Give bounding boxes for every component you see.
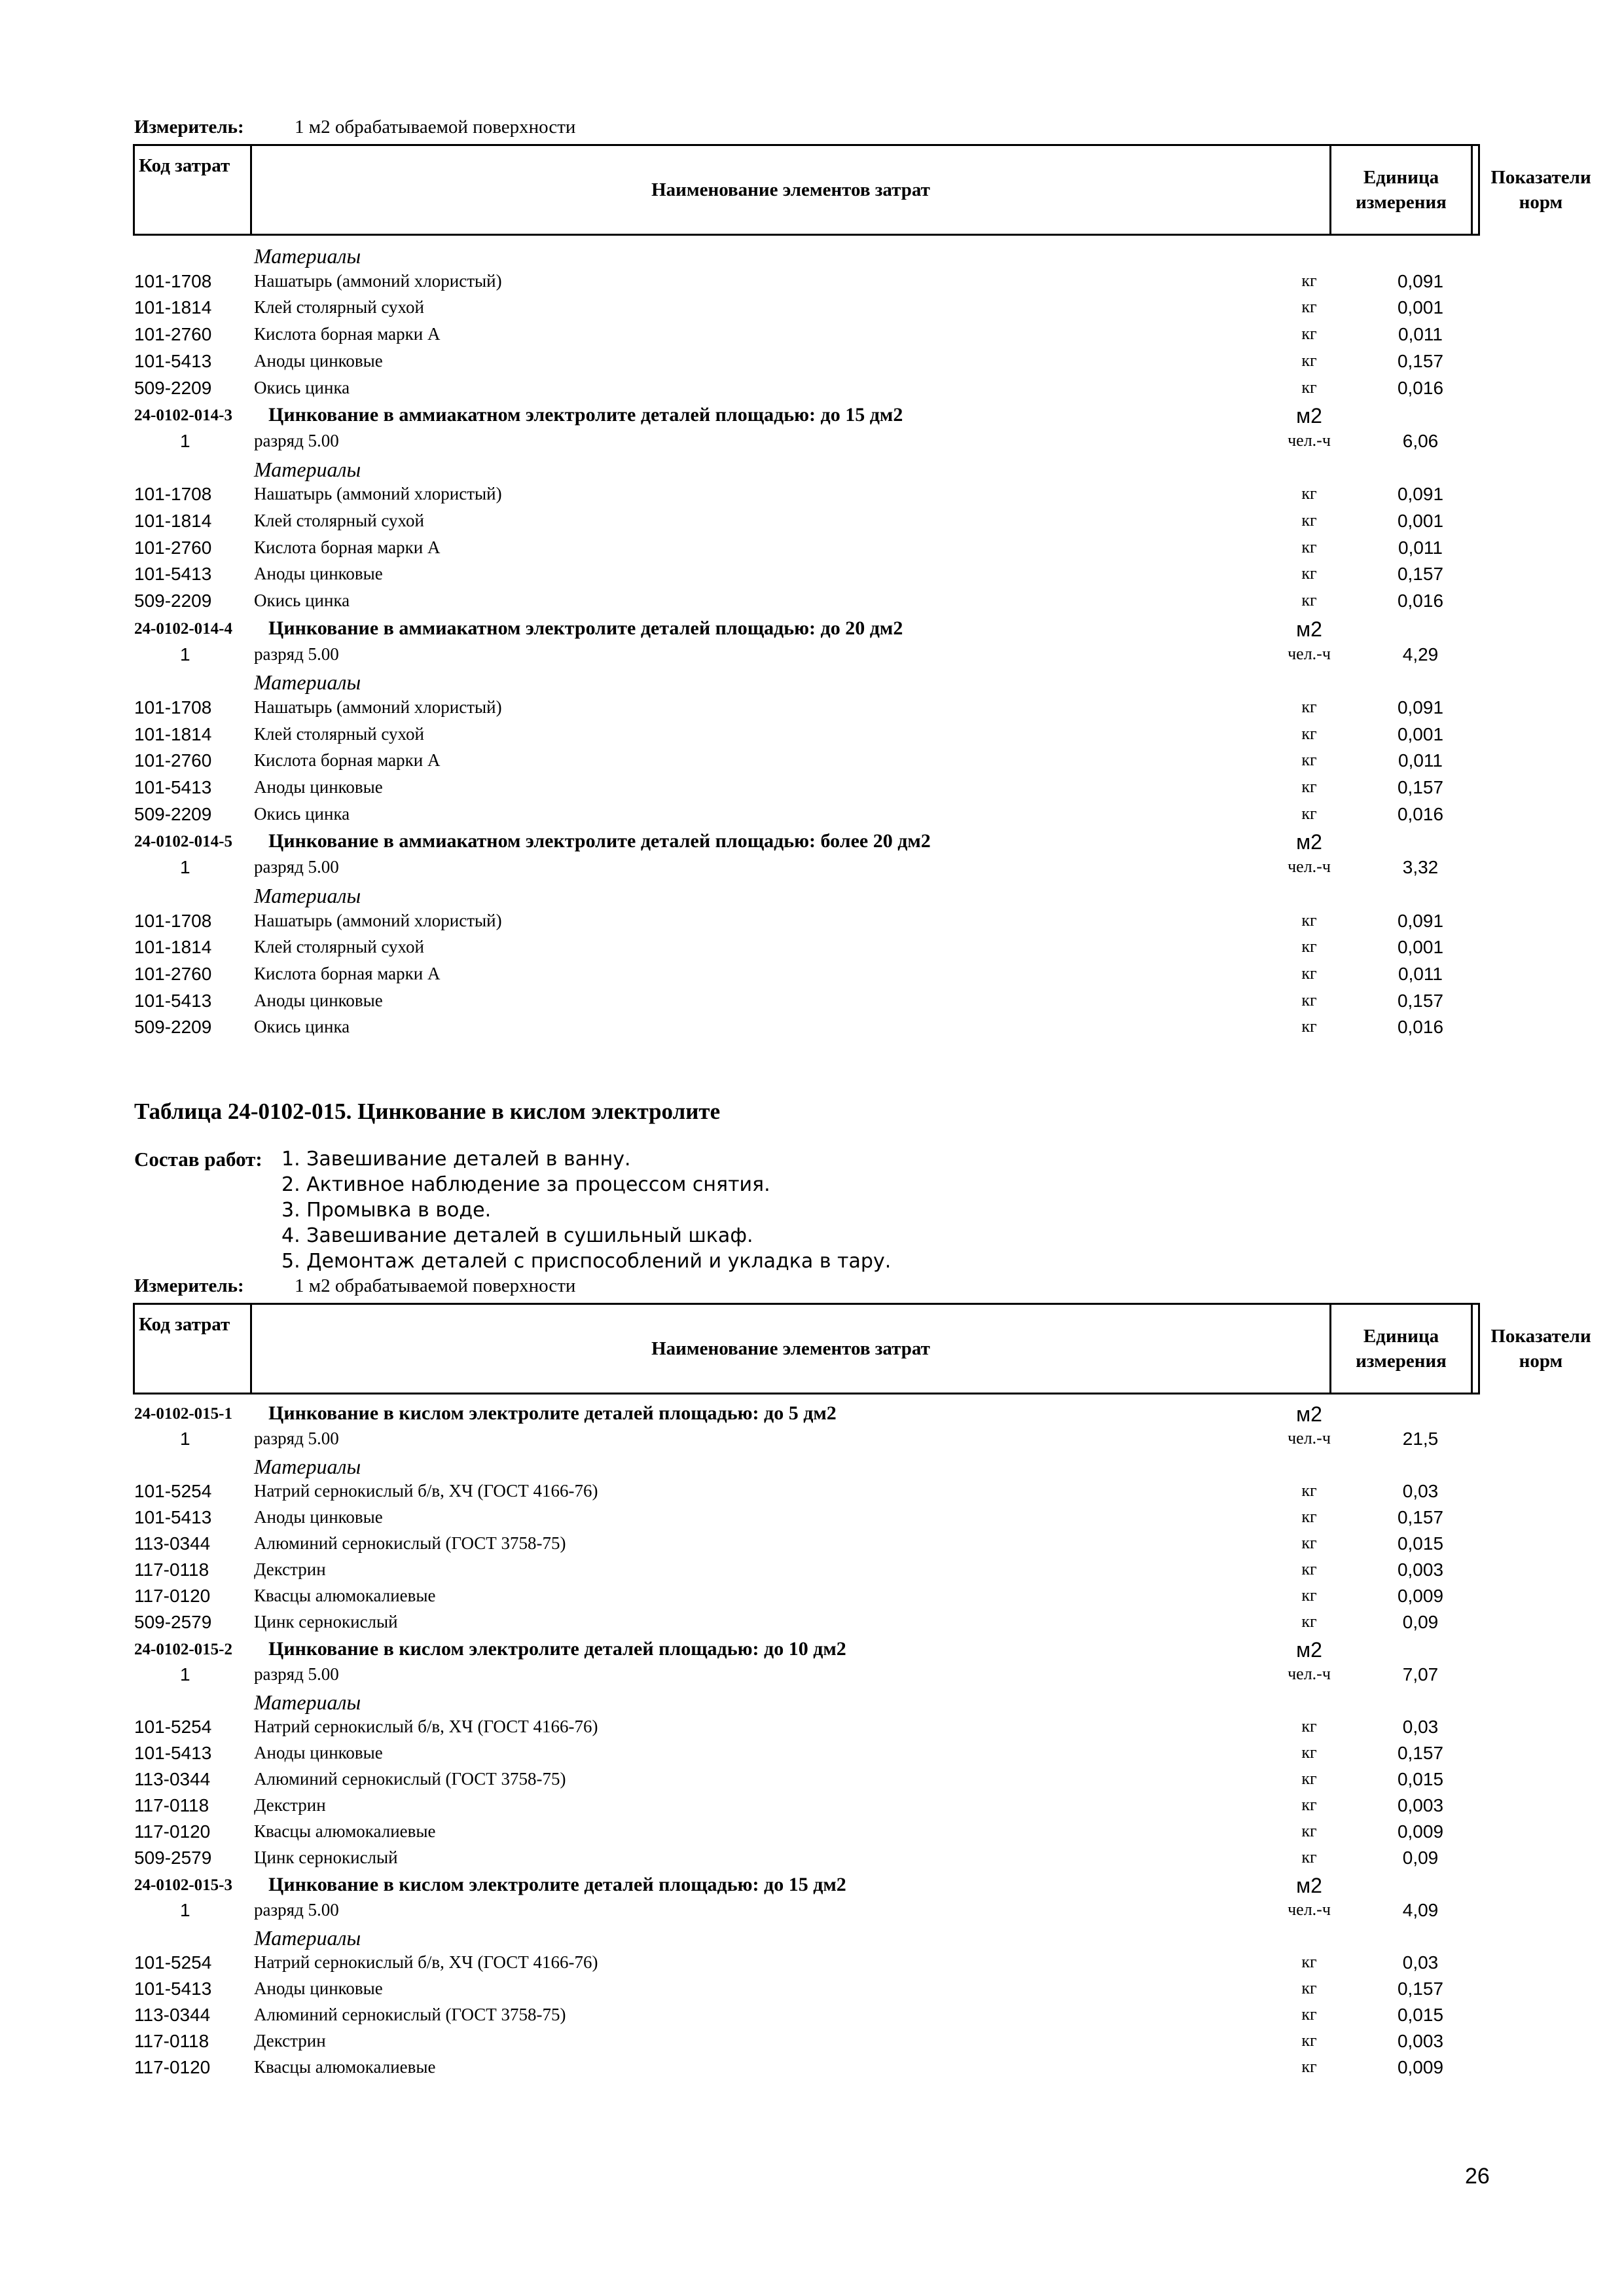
row-unit: кг [1301,910,1317,930]
row-value: 0,016 [1397,377,1444,398]
row-code: 509-2209 [134,1017,212,1038]
row-name: разряд 5.00 [254,430,339,450]
row-name: Кислота борная марки А [254,750,441,771]
table-header [133,144,1591,236]
work-row [0,1874,1624,1900]
row-name: Аноды цинковые [254,1978,383,1998]
row-unit: кг [1301,1978,1317,1997]
row-code: 1 [180,1429,190,1449]
row-value: 0,157 [1397,990,1444,1011]
labor-grade-row [0,857,1624,883]
row-unit: м2 [1296,617,1322,641]
row-name: Цинкование в аммиакатном электролите деталей площадью: до 15 дм2 [268,404,903,426]
measure-line [134,117,576,138]
table-header-2 [133,1303,1591,1394]
row-code: 101-1708 [134,270,212,291]
row-code: 113-0344 [134,1533,211,1554]
work-row [0,830,1624,856]
material-row [0,2031,1624,2057]
row-unit: м2 [1296,1638,1322,1662]
header-unit-line1: Единица [1363,167,1439,188]
material-row [0,777,1624,803]
row-name: Алюминий сернокислый (ГОСТ 3758-75) [254,1533,566,1553]
row-unit: кг [1301,2005,1317,2024]
row-code: 24-0102-015-2 [134,1641,232,1658]
row-unit: кг [1301,511,1317,530]
labor-grade-row [0,1900,1624,1926]
row-value: 0,09 [1402,1848,1439,1868]
row-value: 0,157 [1397,1978,1444,1999]
row-unit: кг [1301,1507,1317,1526]
row-value: 0,157 [1397,564,1444,585]
material-row [0,1559,1624,1586]
row-unit: кг [1301,297,1317,317]
row-name: Цинкование в кислом электролите деталей площадью: до 10 дм2 [268,1638,846,1660]
row-unit: кг [1301,777,1317,796]
material-row [0,1952,1624,1978]
row-unit: кг [1301,1481,1317,1500]
row-name: Материалы [254,1926,361,1950]
row-code: 117-0120 [134,2057,211,2077]
row-code: 117-0120 [134,1821,211,1842]
row-name: Окись цинка [254,803,350,824]
row-unit: кг [1301,803,1317,823]
row-unit: чел.-ч [1288,1664,1331,1683]
row-code: 1 [180,857,190,878]
row-code: 113-0344 [134,1769,211,1789]
material-row [0,324,1624,350]
header-unit-line2: измерения [1356,192,1447,213]
measure-value-2: 1 м2 обрабатываемой поверхности [295,1275,576,1296]
row-code: 24-0102-014-3 [134,407,232,425]
row-name: Декстрин [254,1559,326,1579]
row-value: 7,07 [1402,1664,1439,1685]
row-unit: кг [1301,937,1317,957]
material-row [0,1795,1624,1821]
header-unit-line1: Единица [1363,1326,1439,1347]
row-name: Цинкование в аммиакатном электролите деталей площадью: более 20 дм2 [268,830,931,852]
row-value: 0,009 [1397,1586,1444,1606]
row-name: Квасцы алюмокалиевые [254,1586,436,1605]
row-unit: м2 [1296,830,1322,854]
row-unit: кг [1301,963,1317,983]
material-row [0,297,1624,323]
row-name: Цинкование в аммиакатном электролите деталей площадью: до 20 дм2 [268,617,903,639]
row-name: Кислота борная марки А [254,963,441,983]
header-norm-line1: Показатели [1490,1326,1591,1347]
composition-item: 4. Завешивание деталей в сушильный шкаф. [281,1224,753,1247]
row-name: Цинкование в кислом электролите деталей площадью: до 15 дм2 [268,1874,846,1895]
material-row [0,804,1624,830]
row-code: 509-2209 [134,803,212,824]
row-code: 101-2760 [134,750,212,771]
row-value: 0,011 [1398,750,1443,771]
row-value: 0,157 [1397,777,1444,797]
row-code: 101-5413 [134,990,212,1011]
materials-heading-row [0,1455,1624,1481]
row-unit: кг [1301,1559,1317,1578]
row-code: 117-0118 [134,1559,209,1580]
row-name: Квасцы алюмокалиевые [254,1821,436,1841]
row-value: 0,016 [1397,803,1444,824]
row-name: Клей столярный сухой [254,297,424,318]
material-row [0,1769,1624,1795]
header-code-cell [135,1305,252,1393]
composition-item: 3. Промывка в воде. [281,1199,492,1222]
material-row [0,351,1624,377]
row-unit: чел.-ч [1288,430,1331,450]
material-row [0,937,1624,963]
row-unit: чел.-ч [1288,1900,1331,1919]
composition-item: 1. Завешивание деталей в ванну. [281,1148,631,1171]
row-value: 0,157 [1397,350,1444,371]
row-unit: кг [1301,1952,1317,1971]
row-unit: м2 [1296,1874,1322,1897]
work-row [0,1638,1624,1664]
row-name: разряд 5.00 [254,1429,339,1448]
materials-heading-row [0,1926,1624,1952]
row-value: 0,011 [1398,324,1443,345]
row-value: 0,011 [1398,537,1443,558]
row-unit: кг [1301,1586,1317,1605]
row-unit: кг [1301,2057,1317,2076]
row-value: 3,32 [1402,857,1439,878]
row-code: 101-5413 [134,1507,212,1527]
row-code: 1 [180,644,190,665]
row-name: Окись цинка [254,377,350,397]
row-code: 101-5254 [134,1952,212,1973]
material-row [0,378,1624,404]
table-title: Таблица 24-0102-015. Цинкование в кислом электролите [134,1099,721,1124]
header-norm-cell [1473,1305,1609,1393]
row-code: 101-5254 [134,1481,212,1501]
row-code: 101-1708 [134,697,212,718]
row-value: 0,091 [1397,697,1444,718]
row-name: Кислота борная марки А [254,324,441,344]
materials-heading-row [0,884,1624,910]
row-value: 0,001 [1397,937,1444,958]
materials-heading-row [0,244,1624,270]
material-row [0,564,1624,590]
row-name: Клей столярный сухой [254,723,424,744]
material-row [0,697,1624,723]
row-value: 0,003 [1397,1795,1444,1815]
row-unit: кг [1301,350,1317,370]
row-code: 101-1814 [134,723,212,744]
row-value: 0,016 [1397,1017,1444,1038]
row-code: 24-0102-014-5 [134,833,232,851]
row-name: Окись цинка [254,591,350,611]
row-name: Квасцы алюмокалиевые [254,2057,436,2077]
row-name: Цинк сернокислый [254,1848,398,1867]
row-name: Декстрин [254,1795,326,1815]
row-value: 0,03 [1402,1717,1439,1737]
measure-value: 1 м2 обрабатываемой поверхности [295,117,576,137]
material-row [0,1743,1624,1769]
row-unit: кг [1301,484,1317,503]
material-row [0,911,1624,937]
row-name: Аноды цинковые [254,1743,383,1762]
row-unit: кг [1301,270,1317,290]
material-row [0,2005,1624,2031]
row-code: 101-5413 [134,777,212,797]
row-name: разряд 5.00 [254,1900,339,1920]
row-unit: кг [1301,1017,1317,1036]
row-unit: кг [1301,324,1317,344]
row-name: Материалы [254,244,361,268]
row-unit: кг [1301,1743,1317,1762]
work-row [0,617,1624,644]
row-code: 101-1814 [134,511,212,531]
row-name: Нашатырь (аммоний хлористый) [254,910,502,930]
row-code: 101-2760 [134,324,212,345]
row-unit: чел.-ч [1288,1429,1331,1448]
material-row [0,1978,1624,2005]
row-unit: кг [1301,1533,1317,1552]
row-unit: кг [1301,2031,1317,2050]
row-unit: кг [1301,377,1317,397]
row-unit: кг [1301,1717,1317,1736]
row-name: Нашатырь (аммоний хлористый) [254,484,502,504]
row-name: Цинкование в кислом электролите деталей площадью: до 5 дм2 [268,1402,837,1424]
header-code: Код затрат [139,1314,230,1335]
row-unit: чел.-ч [1288,857,1331,877]
row-name: Аноды цинковые [254,1507,383,1527]
row-code: 1 [180,1664,190,1685]
row-code: 1 [180,1900,190,1920]
row-value: 0,015 [1397,2005,1444,2025]
row-name: разряд 5.00 [254,857,339,877]
row-name: Аноды цинковые [254,777,383,797]
row-code: 101-1814 [134,297,212,318]
material-row [0,1821,1624,1848]
row-value: 0,09 [1402,1612,1439,1632]
header-unit-line2: измерения [1356,1351,1447,1372]
labor-grade-row [0,431,1624,457]
header-norm-line1: Показатели [1490,167,1591,188]
row-name: Натрий сернокислый б/в, ХЧ (ГОСТ 4166-76) [254,1481,598,1501]
material-row [0,750,1624,776]
row-value: 0,009 [1397,2057,1444,2077]
row-unit: кг [1301,1848,1317,1867]
row-value: 0,009 [1397,1821,1444,1842]
row-name: Кислота борная марки А [254,537,441,557]
row-unit: кг [1301,537,1317,556]
row-value: 0,091 [1397,270,1444,291]
row-value: 0,001 [1397,511,1444,531]
header-norm-line2: норм [1519,1351,1563,1372]
header-name: Наименование элементов затрат [651,1338,930,1359]
row-value: 0,011 [1398,963,1443,984]
row-value: 0,001 [1397,723,1444,744]
measure-label: Измеритель: [134,117,244,137]
header-unit-cell [1331,1305,1473,1393]
row-code: 101-2760 [134,537,212,558]
row-code: 101-2760 [134,963,212,984]
header-name-cell [252,1305,1331,1393]
material-row [0,1586,1624,1612]
row-name: разряд 5.00 [254,644,339,664]
row-code: 509-2579 [134,1612,212,1632]
row-name: Цинк сернокислый [254,1612,398,1631]
row-code: 24-0102-014-4 [134,619,232,638]
row-name: Аноды цинковые [254,350,383,371]
row-code: 101-5413 [134,1743,212,1763]
row-value: 0,03 [1402,1952,1439,1973]
row-value: 21,5 [1402,1429,1439,1449]
row-unit: чел.-ч [1288,644,1331,663]
header-name-cell [252,146,1331,234]
materials-heading-row [0,1690,1624,1717]
row-name: Натрий сернокислый б/в, ХЧ (ГОСТ 4166-76) [254,1717,598,1736]
header-norm-cell [1473,146,1609,234]
materials-heading-row [0,670,1624,697]
material-row [0,991,1624,1017]
row-code: 101-5254 [134,1717,212,1737]
row-value: 0,001 [1397,297,1444,318]
material-row [0,964,1624,990]
row-value: 0,091 [1397,910,1444,931]
row-code: 509-2579 [134,1848,212,1868]
row-value: 0,015 [1397,1769,1444,1789]
row-name: Нашатырь (аммоний хлористый) [254,697,502,717]
header-code: Код затрат [139,155,230,176]
row-code: 101-5413 [134,564,212,585]
row-value: 0,157 [1397,1743,1444,1763]
row-code: 101-1814 [134,937,212,958]
row-code: 117-0120 [134,1586,211,1606]
work-row [0,1402,1624,1429]
material-row [0,1017,1624,1043]
row-name: Клей столярный сухой [254,937,424,957]
row-name: Алюминий сернокислый (ГОСТ 3758-75) [254,1769,566,1789]
row-code: 113-0344 [134,2005,211,2025]
row-name: Декстрин [254,2031,326,2050]
material-row [0,1507,1624,1533]
measure-label-2: Измеритель: [134,1275,244,1296]
row-unit: м2 [1296,1402,1322,1426]
row-value: 0,03 [1402,1481,1439,1501]
row-value: 0,091 [1397,484,1444,505]
row-value: 0,157 [1397,1507,1444,1527]
material-row [0,1848,1624,1874]
row-code: 101-1708 [134,484,212,505]
material-row [0,591,1624,617]
row-name: Алюминий сернокислый (ГОСТ 3758-75) [254,2005,566,2024]
row-name: Натрий сернокислый б/в, ХЧ (ГОСТ 4166-76) [254,1952,598,1972]
row-unit: кг [1301,1612,1317,1631]
row-unit: м2 [1296,404,1322,428]
row-name: Аноды цинковые [254,564,383,584]
row-name: Окись цинка [254,1017,350,1037]
row-name: Материалы [254,1690,361,1714]
row-unit: кг [1301,564,1317,583]
row-name: Материалы [254,1455,361,1478]
header-norm-line2: норм [1519,192,1563,213]
row-name: Материалы [254,457,361,481]
row-unit: кг [1301,1795,1317,1814]
material-row [0,484,1624,510]
row-code: 24-0102-015-1 [134,1405,232,1423]
row-name: Аноды цинковые [254,990,383,1010]
row-code: 101-5413 [134,350,212,371]
header-code-cell [135,146,252,234]
row-unit: кг [1301,697,1317,716]
material-row [0,538,1624,564]
composition-item: 5. Демонтаж деталей с приспособлений и укладка в тару. [281,1250,892,1273]
labor-grade-row [0,1664,1624,1690]
row-unit: кг [1301,990,1317,1010]
row-value: 0,003 [1397,1559,1444,1580]
row-value: 0,003 [1397,2031,1444,2051]
row-value: 6,06 [1402,430,1439,451]
row-code: 101-1708 [134,910,212,931]
row-name: Клей столярный сухой [254,511,424,530]
row-code: 1 [180,430,190,451]
row-unit: кг [1301,723,1317,743]
header-unit-cell [1331,146,1473,234]
composition-item: 2. Активное наблюдение за процессом снятия. [281,1173,770,1196]
row-unit: кг [1301,1821,1317,1840]
row-name: Материалы [254,670,361,695]
page-number: 26 [1465,2164,1490,2189]
header-name: Наименование элементов затрат [651,179,930,200]
labor-grade-row [0,644,1624,670]
row-code: 117-0118 [134,1795,209,1815]
labor-grade-row [0,1429,1624,1455]
materials-heading-row [0,458,1624,484]
row-code: 24-0102-015-3 [134,1876,232,1894]
row-code: 509-2209 [134,591,212,611]
row-code: 509-2209 [134,377,212,398]
row-name: Нашатырь (аммоний хлористый) [254,270,502,291]
row-value: 4,09 [1402,1900,1439,1920]
row-name: разряд 5.00 [254,1664,339,1684]
material-row [0,511,1624,537]
row-unit: кг [1301,750,1317,770]
material-row [0,1481,1624,1507]
row-unit: кг [1301,1769,1317,1788]
composition-label: Состав работ: [134,1148,262,1171]
row-name: Материалы [254,883,361,907]
row-unit: кг [1301,591,1317,610]
row-code: 117-0118 [134,2031,209,2051]
material-row [0,724,1624,750]
row-code: 101-5413 [134,1978,212,1999]
row-value: 0,015 [1397,1533,1444,1554]
measure-line-2 [134,1275,576,1297]
material-row [0,1612,1624,1638]
row-value: 0,016 [1397,591,1444,611]
material-row [0,271,1624,297]
material-row [0,1533,1624,1559]
material-row [0,1717,1624,1743]
row-value: 4,29 [1402,644,1439,665]
material-row [0,2057,1624,2083]
work-row [0,404,1624,430]
